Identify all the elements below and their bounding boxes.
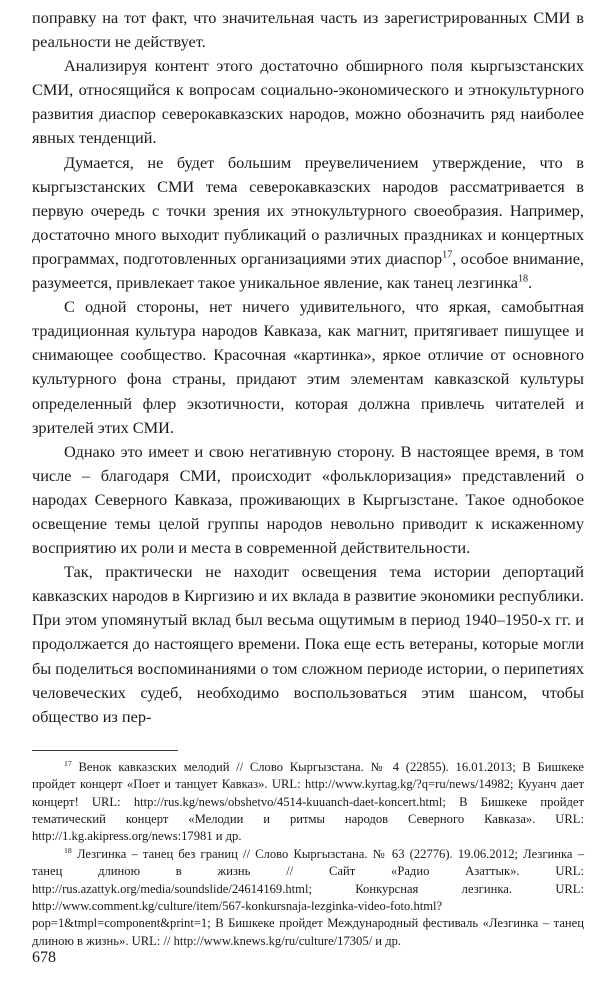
paragraph: С одной стороны, нет ничего удивительного, что яркая, самобытная традиционная культура народов Кавказа, как магнит, притягивает пишущее и снимающее сообщество. Красочная «картинка», яркое отличие от основного культурного фона страны, придают этим элементам кавказской культуры определенный флер экзотичности, которая должна привлечь читателей и зрителей этих СМИ. (32, 297, 584, 437)
body-text (32, 6, 584, 729)
paragraph-text: . (528, 273, 533, 293)
paragraph: Однако это имеет и свою негативную сторону. В настоящее время, в том числе – благодаря СМИ, происходит «фольклоризация» представлений о народах Северного Кавказа, проживающих в Кыргызстане. Такое однобокое освещение темы целой группы народов невольно приводит к искаженному восприятию их роли и места в современной действительности. (32, 441, 584, 558)
footnote-number: 18 (64, 845, 72, 855)
paragraph-text: , особое внимание, разумеется, привлекает такое уникальное явление, как танец лезгинка (32, 248, 585, 293)
footnote-ref-17[interactable]: 17 (442, 249, 453, 261)
footnote-text: Венок кавказских мелодий // Слово Кыргызстана. № 4 (22855). 16.01.2013; В Бишкеке пройдет концерт «Поет и танцует Кавказ». URL: http://www.kyrtag.kg/?q=ru/news/14982; Кууанч дает концерт! URL: http://rus.kg/news/obshetvo/4514-kuuanch-daet-koncert.html; В Бишкеке пройдет тематический концерт «Мелодии и ритмы народов Северного Кавказа». URL: http://1.kg.akipress.org/news:17981 и др. (32, 759, 584, 844)
paragraph: Анализируя контент этого достаточно обширного поля кыргызстанских СМИ, относящийся к вопросам социально-экономического и этнокультурного развития диаспор северокавказских народов, можно обозначить ряд наиболее явных тенденций. (32, 56, 584, 148)
footnote-18 (32, 846, 584, 950)
footnote-17 (32, 759, 584, 846)
footnote-ref-18[interactable]: 18 (517, 273, 529, 285)
paragraph: Так, практически не находит освещения тема истории депортаций кавказских народов в Киргизию и их вклада в развитие экономики республики. При этом упомянутый вклад был весьма ощутимым в период 1940–1950-х гг. и продолжается до настоящего времени. Пока еще есть ветераны, которые могли бы поделиться воспоминаниями о том сложном периоде истории, о перипетиях человеческих судеб, необходимо воспользоваться этим шансом, чтобы общество из пер- (32, 562, 584, 726)
footnote-text: Лезгинка – танец без границ // Слово Кыргызстана. № 63 (22776). 19.06.2012; Лезгинка – танец длиною в жизнь // Сайт «Радио Азаттык». URL: http://rus.azattyk.org/media/soundslide/24614169.html; Конкурсная лезгинка. URL: http://www.comment.kg/culture/item/567-konkursnaja-lezginka-video-foto.html?pop=1&tmpl=component&print=1; В Бишкеке пройдет Международный фестиваль «Лезгинка – танец длиною в жизнь». URL: // http://www.knews.kg/ru/culture/17305/ и др. (32, 846, 584, 948)
footnote-number: 17 (64, 758, 72, 768)
paragraph (32, 151, 584, 296)
paragraph-continuation: поправку на тот факт, что значительная часть из зарегистрированных СМИ в реальности не действует. (32, 8, 584, 52)
page (32, 6, 584, 950)
footnote-divider (32, 750, 178, 751)
footnotes (32, 759, 584, 950)
paragraph-text: Думается, не будет большим преувеличением утверждение, что в кыргызстанских СМИ тема северокавказских народов рассматривается в первую очередь с точки зрения их этнокультурного своеобразия. Например, достаточно много выходит публикаций о различных праздниках и концертных программах, подготовленных организациями этих диаспор (32, 152, 584, 268)
page-number: 678 (32, 949, 56, 966)
